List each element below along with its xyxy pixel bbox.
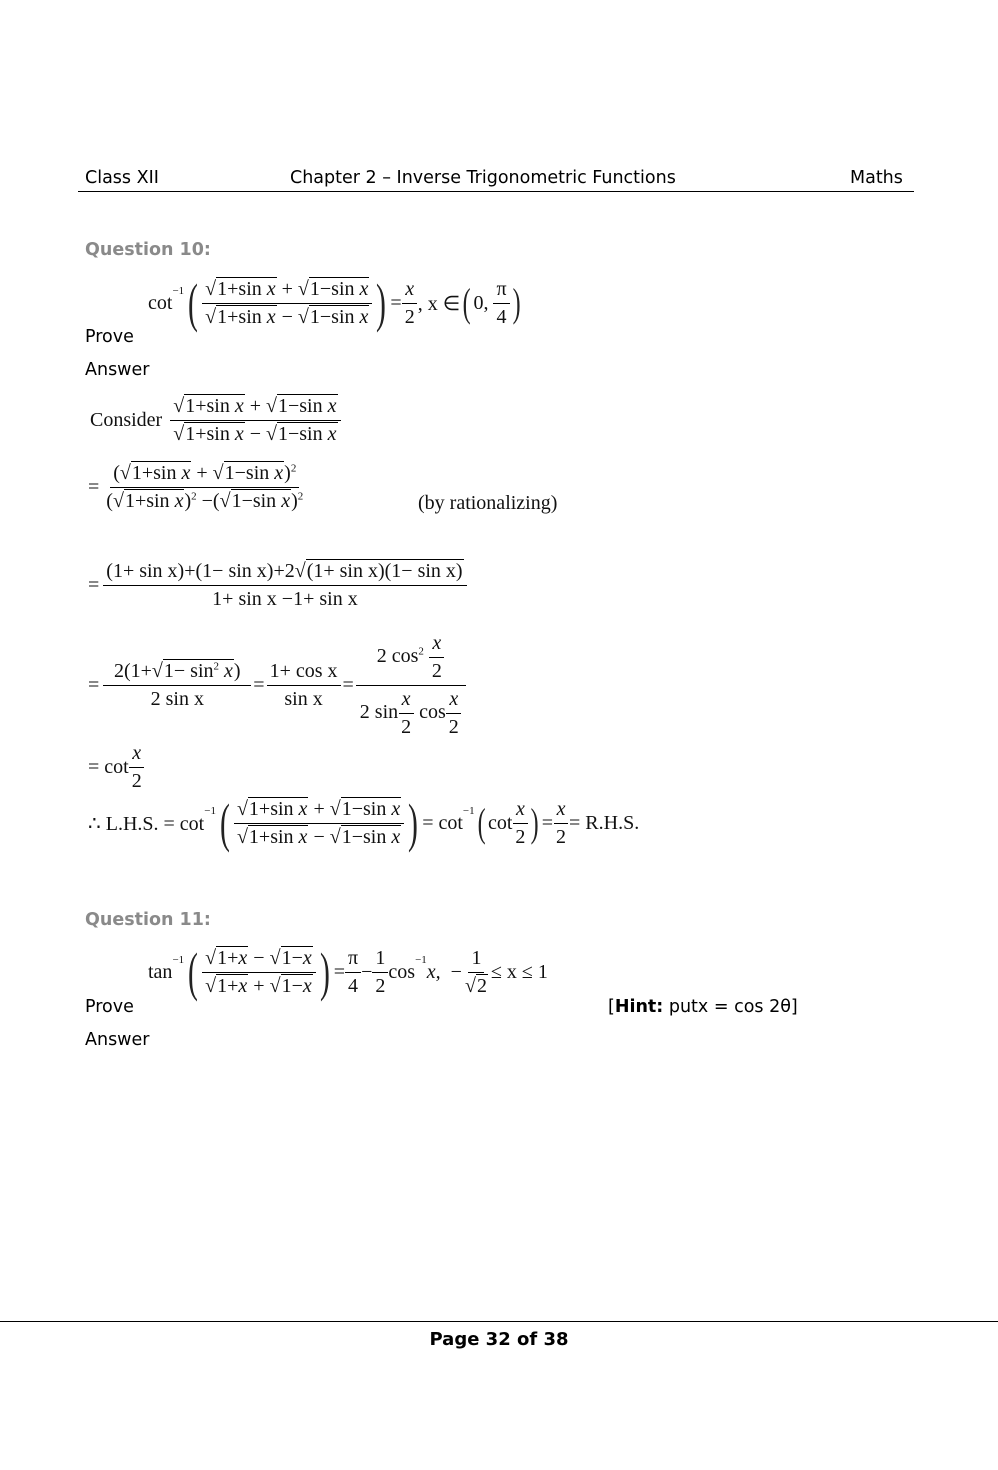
header-class: Class XII [85,168,159,188]
q11-statement: tan $^{-1}$ ( $\frac{√1+x - √1-x}{√1+x + √1-x}$ ) = $\frac{\pi}{4}$ − $\frac{1}{2}$ cos $^{-1}$ x, − $\frac{1}{√2}$ ≤ x ≤ 1 [148,942,548,1002]
q11-hint: [Hint: putx = cos 2θ] [608,997,798,1017]
header-subject: Maths [850,168,903,188]
footer-rule [0,1321,998,1322]
q11-answer-label: Answer [85,1030,150,1050]
q10-consider: Consider $\frac{\text{√1+sin x + √1−sin x}}{\text{√1+sin x − √1−sin x}}$ [90,395,341,446]
header-rule [78,191,914,192]
question-11-title: Question 11: [85,910,211,930]
q10-statement: cot $^{-1}$ ( $\frac{\text{√1+sin x + √1−sin x}}{\text{√1+sin x − √1−sin x}}$ ) = $\frac{x}{2}$ , x ∈ ( 0, $\frac{\pi}{4}$ ) [148,273,521,333]
q10-step-simplify: = $\frac{2(1+√1- \sin^2 x)}{\text{2 sin x}}$ = $\frac{\text{1+ cos x}}{\text{sin x}}$ = 2 $\cos^2$ $\frac{x}{2}$ 2 sin $\frac{x}{2}$ cos $\frac{x}{2}$ [88,632,466,739]
q10-step-expand: = $\frac{\text{(1+ sin x)+(1− sin x)+2√(1+ sin x)(1− sin x)}}{\text{1+ sin x −1+ sin x}}$ [88,560,467,611]
q10-prove-label: Prove [85,327,134,347]
q10-answer-label: Answer [85,360,150,380]
q11-prove-label: Prove [85,997,134,1017]
q10-rationalizing-note: (by rationalizing) [418,492,558,514]
header-chapter: Chapter 2 – Inverse Trigonometric Functions [290,168,676,188]
page-number: Page 32 of 38 [429,1329,569,1350]
q10-step-rationalize: = $\frac{(√1+\sin x + √1-\sin x)^2}{(√1+\sin x)^2 -(√1-\sin x)^2}$ [88,462,304,512]
q10-conclusion: ∴ L.H.S. = cot $^{-1}$ ( $\frac{\text{√1+sin x + √1−sin x}}{\text{√1+sin x − √1−sin x}}$ ) = cot $^{-1}$ ( cot $\frac{x}{2}$ ) = $\frac{x}{2}$ = R.H.S. [88,793,640,853]
question-10-title: Question 10: [85,240,211,260]
q10-step-cot: = cot $\frac{x}{2}$ [88,742,145,793]
